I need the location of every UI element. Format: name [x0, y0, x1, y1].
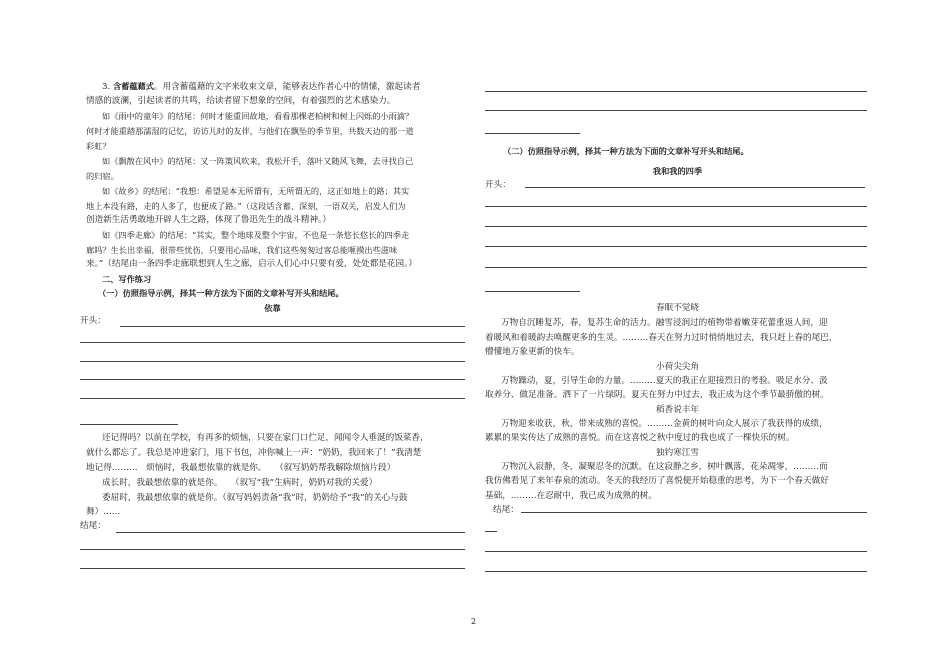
essay-title-seasons: 我和我的四季 [652, 166, 703, 176]
example-hometown-cont: 创造新生活勇敢地开辟人生之路，体现了鲁迅先生的战斗精神。） [86, 215, 331, 225]
example-rain-cont: 彩虹？ [86, 141, 111, 151]
method-desc: 。用含蓄蕴藉的文字来收束文章，能够表达作者心中的情愫，激起读者 [153, 82, 421, 92]
writing-line[interactable] [485, 206, 867, 207]
season-text: 懵懂地万象更新的快车。 [485, 347, 580, 357]
season-heading-spring: 春眠不觉晓 [656, 303, 699, 313]
example-corridor-cont: 来。”（结尾由一条四季走廊联想到人生之廊，启示人们心中只要有爱，处处都是花园。） [86, 259, 417, 269]
writing-line[interactable] [80, 398, 465, 399]
writing-line[interactable] [485, 91, 867, 92]
essay-title-yikao: 依靠 [264, 303, 281, 313]
season-text: 万物自沉睡复苏，春，复苏生命的活力。融雪浸润过的植物带着嫩芽花蕾重返人间，迎 [501, 318, 828, 328]
season-text: 着暖风和着暖韵去唤醒更多的生灵。………春天在努力过时悄悄地过去，我只赶上春的尾巴， [485, 333, 838, 343]
season-heading-autumn: 稻香说丰年 [656, 405, 699, 415]
writing-line[interactable] [120, 326, 465, 327]
writing-line[interactable] [80, 379, 465, 380]
essay-body: 还记得吗？以前在学校，有再多的烦恼，只要在家门口伫足，闻闻令人垂涎的饭菜香， [102, 433, 429, 443]
section-heading: 二、写作练习 [102, 274, 152, 284]
season-text: 我仿佛看见了来年春泉的流动。冬天的我经历了喜悦便开始稳重的思考，为下一个春天做好 [485, 476, 829, 486]
season-heading-summer: 小荷尖尖角 [656, 362, 699, 372]
ending-label: 结尾： [493, 505, 519, 515]
method-title: 含蓄蕴藉式 [112, 81, 154, 91]
method-number: 3. [102, 82, 111, 92]
example-wind: 如《飘散在风中》的结尾：又一阵策风吹来，我松开手，落叶又随风飞舞，去寻找自己 [102, 156, 414, 166]
example-corridor: 如《四季走廊》的结尾：“其实，整个地球及整个宇宙，不也是一条悠长悠长的四季走 [102, 230, 410, 240]
example-rain: 如《雨中的童年》的结尾：何时才能重回故地，看看那棵老柏树和树上闪烁的小雨滴？ [102, 111, 414, 121]
method-3-line [102, 80, 420, 93]
essay-body: 舞）…… [86, 507, 121, 517]
opening-label: 开头： [485, 180, 511, 190]
text-line: 情感的波澜，引起读者的共鸣，给读者留下想象的空间，有着强烈的艺术感染力。 [86, 96, 396, 106]
example-hometown: 如《故乡》的结尾：“我想：希望是本无所谓有，无所谓无的，这正如地上的路；其实 [102, 186, 410, 196]
writing-line[interactable] [485, 571, 867, 572]
season-text: 万物迎来收获，秋，带来成熟的喜悦。………金黄的树叶向众人展示了我获得的成绩， [501, 419, 828, 429]
writing-line[interactable] [485, 267, 867, 268]
exercise-2-instruction: （二）仿照指导示例，择其一种方法为下面的文章补写开头和结尾。 [503, 146, 749, 156]
writing-line[interactable] [485, 551, 867, 552]
writing-line[interactable] [485, 110, 867, 111]
writing-line[interactable] [485, 531, 497, 532]
season-text: 取养分、做足准备。洒下了一片绿阴。夏天在努力中过去，我正成为这个季节最骄傲的树。 [485, 390, 829, 400]
essay-body: 成长时，我最想依靠的就是你。 （叙写“我”生病时，奶奶对我的关爱） [102, 478, 378, 488]
ending-label: 结尾： [80, 521, 106, 531]
season-text: 基础，………在忍耐中，我已成为成熟的树。 [485, 491, 657, 501]
writing-line[interactable] [80, 568, 465, 569]
writing-line[interactable] [485, 226, 867, 227]
writing-line[interactable] [80, 342, 465, 343]
season-text: 万物沉入寂静，冬，凝聚忍冬的沉默。在这寂静之乡，树叶飘落，花朵凋零，………而 [501, 462, 828, 472]
writing-line[interactable] [485, 133, 580, 134]
opening-label: 开头： [80, 316, 106, 326]
essay-body: 委屈时，我最想依靠的就是你。（叙写妈妈责备“我”时，奶奶给予“我”的关心与鼓 [102, 493, 408, 503]
writing-line[interactable] [485, 246, 867, 247]
page-number: 2 [471, 617, 477, 626]
season-text: 万物躁动，夏，引导生命的力量。………夏天的我正在迎接烈日的考验。吸足水分、汲 [501, 376, 828, 386]
season-text: 累累的果实传达了成熟的喜悦。而在这喜悦之秋中度过的我也成了一棵快乐的树。 [485, 433, 795, 443]
essay-body: 就什么都忘了。我总是冲进家门，甩下书包，冲你喊上一声：“奶奶，我回来了！”我清楚 [86, 448, 422, 458]
example-rain-cont: 何时才能重踏那濡湿的记忆，访访儿时的友伴，与他们在飘坠的季节里，共数天边的那一道 [86, 126, 414, 136]
writing-line[interactable] [521, 512, 867, 513]
season-heading-winter: 独钓寒江雪 [656, 448, 699, 458]
writing-line[interactable] [485, 291, 580, 292]
writing-line[interactable] [525, 187, 865, 188]
essay-body: 地记得……… 烦恼时，我最想依靠的就是你。 （叙写奶奶帮我解除烦恼片段） [86, 463, 396, 473]
writing-line[interactable] [80, 549, 465, 550]
example-hometown-cont: 地上本没有路，走的人多了，也便成了路。”（这段话含蓄、深刻，一语双关，启发人们为 [86, 201, 406, 211]
writing-line[interactable] [80, 361, 465, 362]
example-corridor-cont: 廊吗？生长出幸福，很带些忧伤，只要用心品味，我们这些匆匆过客总能咂摸出些滋味 [86, 245, 398, 255]
writing-line[interactable] [116, 532, 465, 533]
example-wind-cont: 的归宿。 [86, 171, 119, 181]
exercise-1-instruction: （一）仿照指导示例，择其一种方法为下面的文章补写开头和结尾。 [98, 288, 344, 298]
writing-line[interactable] [80, 424, 178, 425]
